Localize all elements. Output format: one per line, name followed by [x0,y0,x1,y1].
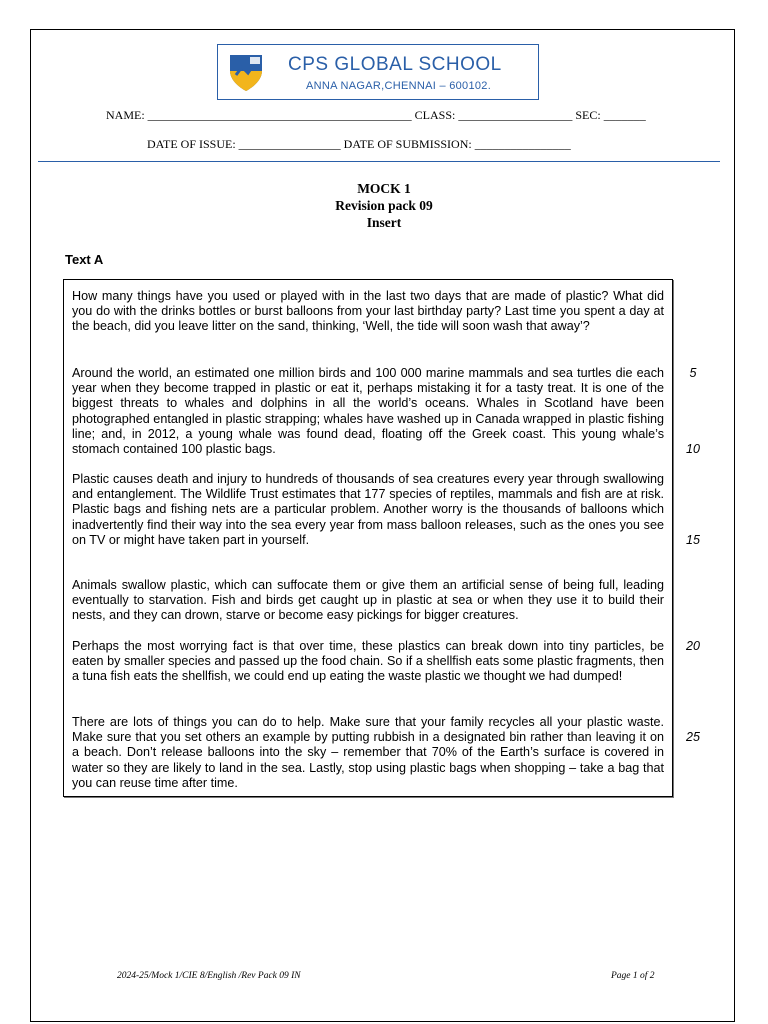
header-divider [38,161,720,162]
paragraph-1: How many things have you used or played with in the last two days that are made of plastic? What did you do with the drinks bottles or burst balloons from your last birthday party? Last time you spent a day at the beach, did you leave litter on the sand, thinking, ‘Well, the tide will soon wash that away’? [72,289,664,334]
name-class-sec-line: NAME: ____________________________________________ CLASS: ___________________ SEC: _______ [106,108,646,122]
paragraph-6: There are lots of things you can do to help. Make sure that your family recycles all your plastic waste. Make sure that you set others an example by putting rubbish in a designated bin rather than leaving it on a beach. Don’t release balloons into the sky – remember that 70% of the Earth’s surface is covered in water so they are likely to land in the sea. Lastly, stop using plastic bags when shopping – take a bag that you can reuse time after time. [72,715,664,790]
line-number: 25 [686,730,700,744]
line-number: 10 [686,442,700,456]
section-label: Text A [65,252,104,267]
paragraph-4: Animals swallow plastic, which can suffocate them or give them an artificial sense of being full, leading eventually to starvation. Fish and birds get caught up in plastic at sea or when they use it to build their nests, and they can drown, starve or become easy pickings for bigger creatures. [72,578,664,623]
exam-insert-label: Insert [366,215,402,230]
exam-title: MOCK 1 [357,181,411,196]
paragraph-3: Plastic causes death and injury to hundreds of thousands of sea creatures every year through swallowing and entanglement. The Wildlife Trust estimates that 177 species of reptiles, mammals and fish are at risk. Plastic bags and fishing nets are a particular problem. Another worry is the thousands of balloons which inadvertently find their way into the sea every year from mass balloon releases, such as the ones you see on TV or might have taken part in yourself. [72,472,664,547]
school-crest-icon [228,53,264,93]
school-address: ANNA NAGAR,CHENNAI – 600102. [306,80,492,92]
school-logo [217,44,539,100]
paragraph-2: Around the world, an estimated one million birds and 100 000 marine mammals and sea turtles die each year when they become trapped in plastic or eat it, perhaps mistaking it for a tasty treat. It is one of the biggest threats to whales and dolphins in all the world’s oceans. Whales in Scotland have been photographed entangled in plastic strapping; whales have washed up in Canada wrapped in plastic fishing line; and, in 2012, a young whale was found dead, floating off the Greek coast. This young whale’s stomach contained 100 plastic bags. [72,366,664,457]
date-line: DATE OF ISSUE: _________________ DATE OF SUBMISSION: ________________ [147,137,571,151]
paragraph-5: Perhaps the most worrying fact is that over time, these plastics can break down into tiny particles, be eaten by smaller species and passed up the food chain. So if a shellfish eats some plastic fragments, then a tuna fish eats the shellfish, we could end up eating the waste plastic we thought we had dumped! [72,639,664,684]
page-number: Page 1 of 2 [611,971,655,981]
footer-reference: 2024-25/Mock 1/CIE 8/English /Rev Pack 09 IN [117,971,301,981]
line-number: 20 [686,639,700,653]
exam-subtitle: Revision pack 09 [335,198,433,213]
line-number: 15 [686,533,700,547]
school-name: CPS GLOBAL SCHOOL [288,54,502,75]
line-number: 5 [689,366,697,380]
